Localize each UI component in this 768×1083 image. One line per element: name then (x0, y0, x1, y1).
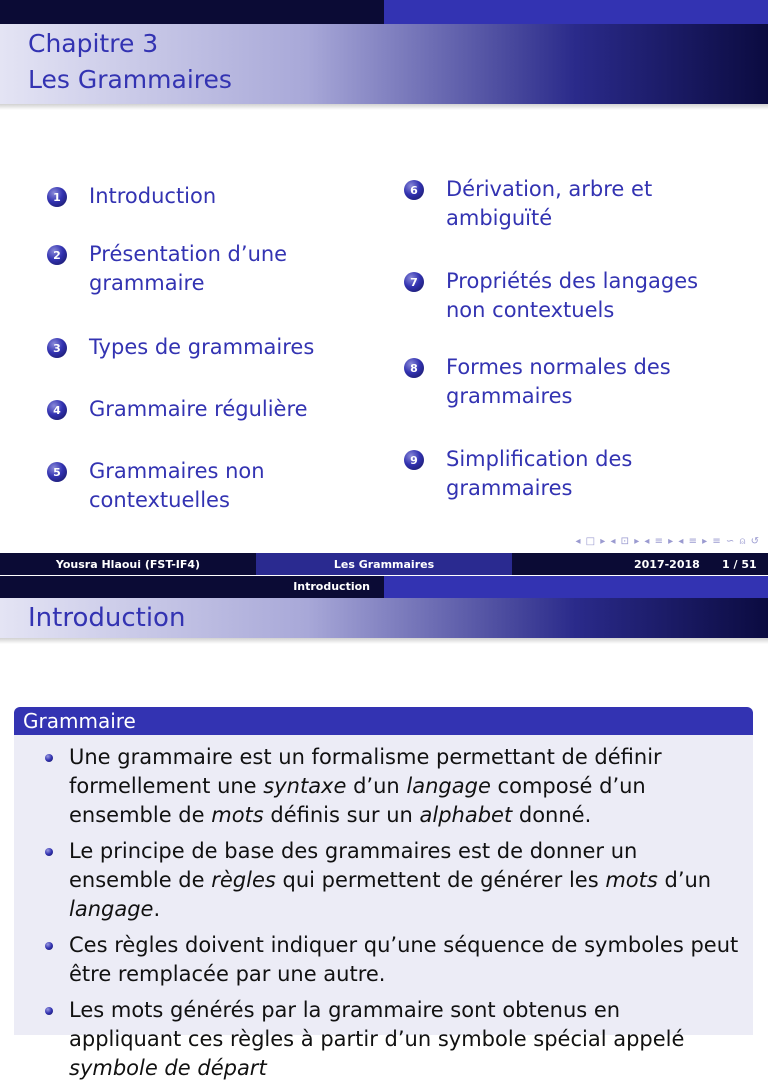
bullet-text (69, 931, 739, 989)
bullet-text (69, 837, 739, 924)
footer-page-number: 1 / 51 (722, 557, 757, 571)
toc-label: Présentation d’une grammaire (89, 242, 288, 295)
footer-title-text: Les Grammaires (333, 557, 435, 571)
toc-label: Grammaire régulière (89, 397, 308, 421)
bullet-icon (45, 848, 53, 856)
toc-item-2[interactable] (47, 240, 317, 298)
bullet-icon (45, 754, 53, 762)
title-shadow (0, 638, 768, 644)
toc-label: Simplification des grammaires (446, 447, 633, 500)
emphasized-term: mots (211, 803, 264, 827)
toc-number-badge: 7 (404, 272, 424, 292)
text-run: d’un (657, 868, 712, 892)
toc-label: Formes normales des grammaires (446, 355, 671, 408)
toc-item-8[interactable] (404, 353, 704, 411)
footer-author-text: Yousra Hlaoui (FST-IF4) (55, 557, 201, 571)
bullet-text (69, 996, 739, 1083)
toc-label: Propriétés des langages non contextuels (446, 269, 699, 322)
emphasized-term: règles (211, 868, 276, 892)
text-run: Ces règles doivent indiquer qu’une séquence de symboles peut être remplacée par une autre. (69, 933, 739, 986)
toc-label: Dérivation, arbre et ambiguïté (446, 177, 653, 230)
footer-bar (0, 553, 768, 575)
toc-label: Grammaires non contextuelles (89, 459, 265, 512)
toc-number-badge: 8 (404, 358, 424, 378)
footer-title (256, 553, 512, 575)
toc-item-7[interactable] (404, 267, 724, 325)
block-title-text: Grammaire (23, 709, 136, 733)
bullet-item (14, 996, 753, 1083)
emphasized-term: langage (406, 774, 491, 798)
chapter-title: Chapitre 3 (28, 29, 159, 58)
toc-item-6[interactable] (404, 175, 704, 233)
definition-block-body (14, 735, 753, 1080)
toc-item-9[interactable] (404, 445, 664, 503)
toc-number-badge: 5 (47, 462, 67, 482)
toc-number-badge: 6 (404, 180, 424, 200)
beamer-navigation-icons[interactable]: ◂ □ ▸ ◂ ⊡ ▸ ◂ ≡ ▸ ◂ ≡ ▸ ≡ ∽ ⍝ ↺ (575, 536, 760, 547)
bullet-item (14, 837, 753, 924)
emphasized-term: alphabet (419, 803, 513, 827)
emphasized-term: langage (69, 897, 154, 921)
toc-number-badge: 4 (47, 400, 67, 420)
emphasized-term: syntaxe (263, 774, 347, 798)
toc-item-5[interactable] (47, 457, 297, 515)
text-run: Une grammaire est un formalisme permettant de définir formellement une (69, 745, 662, 798)
chapter-subtitle: Les Grammaires (28, 65, 232, 94)
definition-block-title (14, 707, 753, 735)
toc-number-badge: 9 (404, 450, 424, 470)
emphasized-term: symbole de départ (69, 1056, 267, 1080)
footer-author (0, 553, 256, 575)
bullet-icon (45, 942, 53, 950)
toc-number-badge: 3 (47, 338, 67, 358)
bullet-item (14, 743, 753, 830)
text-run: qui permettent de générer les (275, 868, 606, 892)
bullet-list (14, 735, 753, 1083)
toc-item-4[interactable] (47, 395, 367, 424)
toc-item-1[interactable] (47, 182, 367, 211)
text-run: composé d’un ensemble de (69, 774, 646, 827)
toc-item-3[interactable] (47, 333, 367, 362)
title-shadow (0, 104, 768, 110)
text-run: Le principe de base des grammaires est de donner un ensemble de (69, 839, 638, 892)
footer-date-page (512, 553, 768, 575)
bullet-text (69, 743, 739, 830)
slide-title: Introduction (28, 603, 186, 633)
footer-year: 2017-2018 (634, 557, 700, 571)
section-bar-left (0, 576, 384, 598)
toc-label: Types de grammaires (89, 335, 315, 359)
text-run: . (153, 897, 161, 921)
section-name: Introduction (293, 580, 370, 593)
section-bar-right (384, 576, 768, 598)
text-run: donné. (512, 803, 592, 827)
toc-label: Introduction (89, 184, 217, 208)
toc-number-badge: 1 (47, 187, 67, 207)
bullet-item (14, 931, 753, 989)
emphasized-term: mots (605, 868, 658, 892)
text-run: définis sur un (263, 803, 420, 827)
top-bar-left (0, 0, 384, 24)
bullet-icon (45, 1007, 53, 1015)
text-run: Les mots générés par la grammaire sont obtenus en appliquant ces règles à partir d’un symbole spécial appelé (69, 998, 685, 1051)
text-run: d’un (346, 774, 407, 798)
top-bar-right (384, 0, 768, 24)
toc-number-badge: 2 (47, 245, 67, 265)
